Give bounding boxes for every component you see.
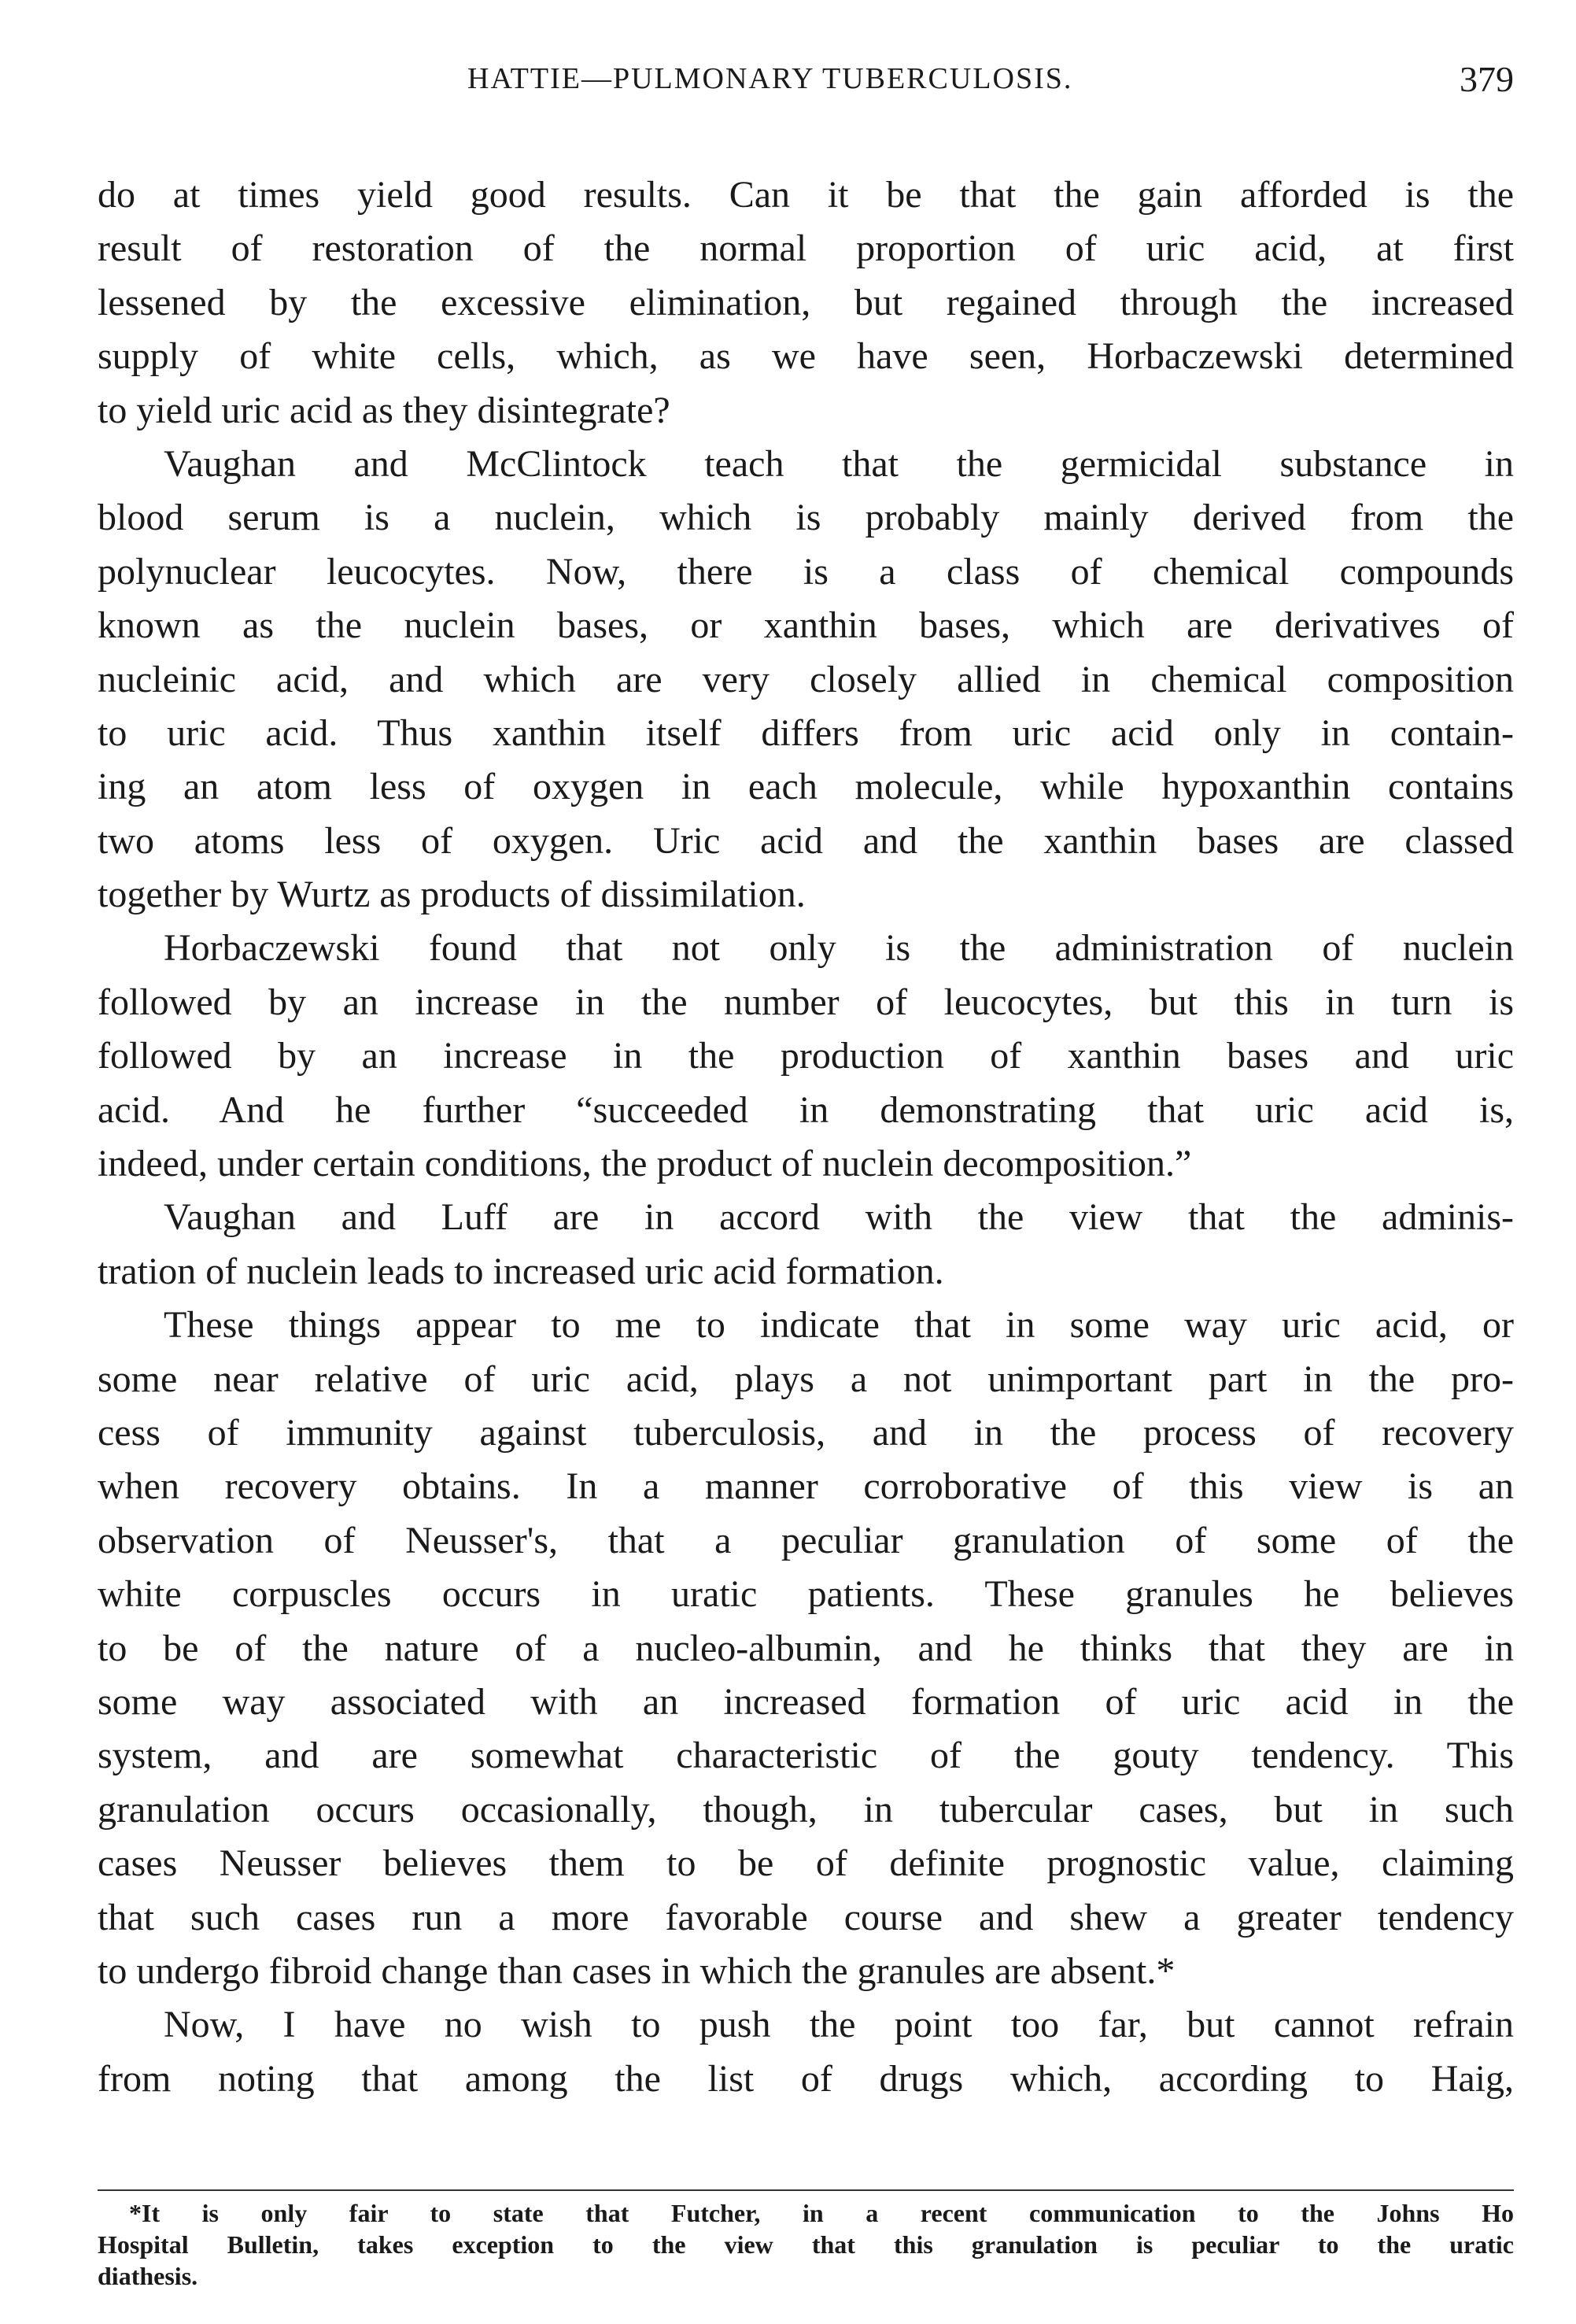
body-line: indeed, under certain conditions, the product of nuclein decomposition.” (98, 1143, 1192, 1185)
body-line: system, and are somewhat characteristic of the gouty tendency. This (98, 1735, 1514, 1777)
footnote-line: diathesis. (98, 2262, 198, 2290)
body-line: These things appear to me to indicate that in some way uric acid, or (164, 1304, 1514, 1347)
body-line: to uric acid. Thus xanthin itself differs from uric acid only in contain- (98, 711, 1514, 754)
page-number: 379 (1460, 59, 1514, 99)
body-line: that such cases run a more favorable course and shew a greater tendency (98, 1896, 1514, 1938)
body-line: ing an atom less of oxygen in each molecule, while hypoxanthin contains (98, 766, 1514, 808)
running-title: HATTIE—PULMONARY TUBERCULOSIS. (467, 62, 1073, 95)
body-line: known as the nuclein bases, or xanthin bases, which are derivatives of (98, 604, 1514, 647)
body-text (98, 168, 1514, 2106)
body-line: polynuclear leucocytes. Now, there is a class of chemical compounds (98, 550, 1514, 593)
body-line: do at times yield good results. Can it be that the gain afforded is the (98, 174, 1514, 216)
footnote-line: Hospital Bulletin, takes exception to the view that this granulation is peculiar to the uratic (98, 2230, 1514, 2259)
body-line: to be of the nature of a nucleo-albumin, and he thinks that they are in (98, 1627, 1514, 1669)
body-line: white corpuscles occurs in uratic patients. These granules he believes (98, 1573, 1514, 1616)
footnote-rule (98, 2189, 1514, 2191)
body-line: to yield uric acid as they disintegrate? (98, 389, 670, 431)
body-line: blood serum is a nuclein, which is probably mainly derived from the (98, 497, 1514, 539)
body-line: tration of nuclein leads to increased uric acid formation. (98, 1250, 944, 1292)
body-line: nucleinic acid, and which are very closely allied in chemical composition (98, 658, 1514, 700)
body-line: cases Neusser believes them to be of definite prognostic value, claiming (98, 1842, 1514, 1885)
body-line: when recovery obtains. In a manner corroborative of this view is an (98, 1465, 1514, 1508)
footnote (98, 2197, 1514, 2292)
body-line: two atoms less of oxygen. Uric acid and the xanthin bases are classed (98, 819, 1514, 862)
body-line: Horbaczewski found that not only is the administration of nuclein (164, 927, 1514, 970)
running-head (98, 61, 1514, 109)
body-line: supply of white cells, which, as we have seen, Horbaczewski determined (98, 335, 1514, 378)
body-line: observation of Neusser's, that a peculiar granulation of some of the (98, 1519, 1514, 1561)
body-line: Vaughan and McClintock teach that the germicidal substance in (164, 442, 1514, 485)
body-line: to undergo fibroid change than cases in which the granules are absent.* (98, 1949, 1176, 1992)
body-line: Now, I have no wish to push the point too far, but cannot refrain (164, 2004, 1514, 2046)
body-line: followed by an increase in the number of leucocytes, but this in turn is (98, 981, 1514, 1023)
body-line: from noting that among the list of drugs which, according to Haig, (98, 2057, 1514, 2100)
body-line: acid. And he further “succeeded in demonstrating that uric acid is, (98, 1088, 1514, 1131)
body-line: some near relative of uric acid, plays a not unimportant part in the pro- (98, 1358, 1514, 1400)
footnote-line: *It is only fair to state that Futcher, in a recent communication to the Johns Ho (129, 2199, 1514, 2227)
body-line: cess of immunity against tuberculosis, and in the process of recovery (98, 1411, 1514, 1454)
body-line: Vaughan and Luff are in accord with the view that the adminis- (164, 1196, 1514, 1239)
body-line: result of restoration of the normal proportion of uric acid, at first (98, 227, 1514, 270)
body-line: some way associated with an increased formation of uric acid in the (98, 1680, 1514, 1723)
body-line: together by Wurtz as products of dissimilation. (98, 874, 806, 916)
body-line: granulation occurs occasionally, though, in tubercular cases, but in such (98, 1788, 1514, 1831)
body-line: lessened by the excessive elimination, but regained through the increased (98, 281, 1514, 323)
body-line: followed by an increase in the production of xanthin bases and uric (98, 1035, 1514, 1077)
